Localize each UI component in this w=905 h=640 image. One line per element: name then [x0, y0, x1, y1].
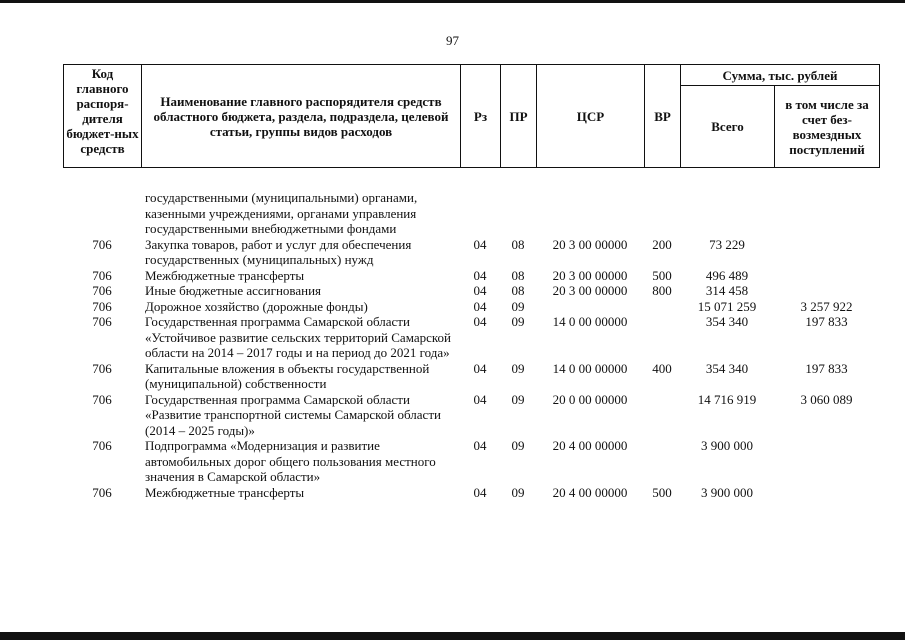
table-row: [63, 299, 879, 315]
cell-bezv: 3 060 089: [800, 391, 853, 407]
cell-rz: 04: [473, 314, 487, 329]
header-vsego: Всего: [681, 86, 775, 168]
cell-total: 73 229: [709, 236, 745, 252]
cell-csr: 20 3 00 00000: [552, 267, 628, 283]
cell-name: Межбюджетные трансферты: [145, 267, 305, 283]
cell-rz: 04: [473, 484, 487, 500]
cell-rz: 04: [473, 267, 487, 283]
table-body: [63, 190, 879, 500]
cell-pr: 08: [511, 267, 525, 283]
table-header: [63, 64, 880, 168]
cell-vr: 800: [652, 283, 672, 298]
cell-kod: 706: [92, 391, 112, 407]
cell-total: 354 340: [705, 314, 749, 329]
cell-total: 496 489: [705, 267, 749, 283]
cell-name: Закупка товаров, работ и услуг для обеспечения государственных (муниципальных) нужд: [145, 236, 412, 267]
header-pr: ПР: [501, 65, 537, 168]
cell-bezv: 3 257 922: [800, 298, 853, 314]
cell-name: государственными (муниципальными) органами, казенными учреждениями, органами управления государственными внебюджетными фондами: [145, 190, 418, 236]
cell-total: 314 458: [705, 283, 749, 298]
cell-total: 3 900 000: [701, 484, 753, 500]
cell-bezv: 197 833: [805, 360, 848, 376]
cell-name: Иные бюджетные ассигнования: [145, 283, 322, 298]
header-name: Наименование главного распорядителя средств областного бюджета, раздела, подраздела, целевой статьи, группы видов расходов: [142, 65, 461, 168]
cell-total: 3 900 000: [701, 438, 753, 453]
header-vr: ВР: [645, 65, 681, 168]
cell-pr: 09: [511, 298, 525, 314]
table-row: [63, 361, 879, 392]
cell-pr: 09: [511, 391, 525, 407]
cell-total: 15 071 259: [697, 298, 757, 314]
cell-name: Государственная программа Самарской области «Устойчивое развитие сельских территорий Самарской области на 2014 – 2017 годы и на период до 2021 года»: [145, 314, 451, 360]
cell-vr: 500: [652, 484, 672, 500]
cell-kod: 706: [92, 360, 112, 376]
top-scan-edge: [0, 0, 905, 3]
cell-csr: 14 0 00 00000: [552, 314, 628, 329]
cell-kod: 706: [92, 484, 112, 500]
cell-rz: 04: [473, 360, 487, 376]
cell-kod: 706: [92, 298, 112, 314]
header-rz: Рз: [461, 65, 501, 168]
header-kod: Код главного распоря-дителя бюджет-ных средств: [64, 65, 142, 168]
table-row: [63, 237, 879, 268]
table-row: [63, 190, 879, 237]
cell-kod: 706: [92, 283, 112, 298]
table-row: [63, 268, 879, 284]
cell-name: Государственная программа Самарской области «Развитие транспортной системы Самарской области (2014 – 2025 годы)»: [145, 391, 441, 438]
cell-csr: 20 4 00 00000: [552, 438, 628, 453]
cell-kod: 706: [92, 267, 112, 283]
cell-rz: 04: [473, 438, 487, 453]
cell-total: 14 716 919: [697, 391, 757, 407]
cell-bezv: 197 833: [805, 314, 848, 329]
cell-name: Подпрограмма «Модернизация и развитие автомобильных дорог общего пользования местного значения в Самарской области»: [145, 438, 436, 484]
cell-rz: 04: [473, 391, 487, 407]
cell-name: Межбюджетные трансферты: [145, 484, 305, 500]
cell-csr: 20 3 00 00000: [552, 236, 628, 252]
page-number: 97: [446, 33, 459, 48]
cell-kod: 706: [92, 236, 112, 252]
cell-name: Дорожное хозяйство (дорожные фонды): [145, 298, 368, 314]
cell-name: Капитальные вложения в объекты государственной (муниципальной) собственности: [145, 360, 430, 391]
cell-pr: 08: [511, 283, 525, 298]
header-csr: ЦСР: [537, 65, 645, 168]
cell-pr: 09: [511, 438, 525, 453]
cell-kod: 706: [92, 314, 112, 329]
header-bezvozmezdnye: в том числе за счет без-возмездных поступлений: [775, 86, 880, 168]
cell-pr: 08: [511, 236, 525, 252]
cell-rz: 04: [473, 236, 487, 252]
cell-vr: 500: [652, 267, 672, 283]
cell-csr: 14 0 00 00000: [552, 360, 628, 376]
cell-csr: 20 0 00 00000: [552, 391, 628, 407]
table-row: [63, 485, 879, 501]
table-row: [63, 283, 879, 299]
header-summa: Сумма, тыс. рублей: [681, 65, 880, 86]
cell-kod: 706: [92, 438, 112, 453]
cell-rz: 04: [473, 298, 487, 314]
cell-pr: 09: [511, 314, 525, 329]
cell-vr: 200: [652, 236, 672, 252]
cell-rz: 04: [473, 283, 487, 298]
bottom-scan-edge: [0, 632, 905, 640]
cell-csr: 20 4 00 00000: [552, 484, 628, 500]
table-row: [63, 314, 879, 361]
cell-total: 354 340: [705, 360, 749, 376]
cell-pr: 09: [511, 484, 525, 500]
table-row: [63, 392, 879, 439]
table-row: [63, 438, 879, 485]
cell-pr: 09: [511, 360, 525, 376]
cell-vr: 400: [652, 360, 672, 376]
cell-csr: 20 3 00 00000: [552, 283, 628, 298]
